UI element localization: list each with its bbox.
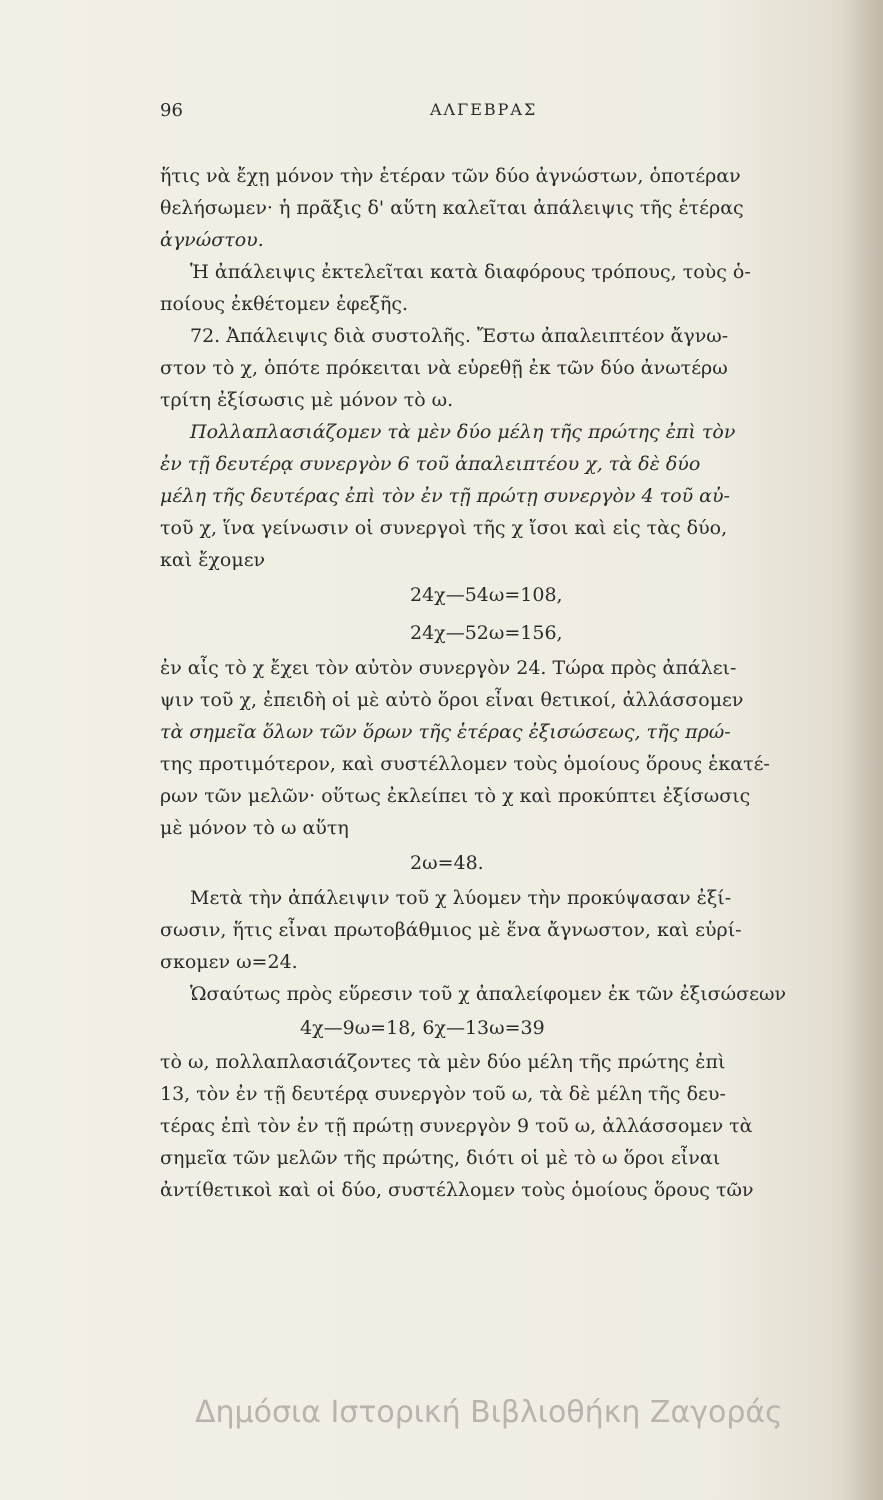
paragraph-block-b xyxy=(160,652,832,844)
library-watermark: Δημόσια Ιστορική Βιβλιοθήκη Ζαγοράς xyxy=(195,1395,783,1430)
running-head: ΑΛΓΕΒΡΑΣ xyxy=(430,100,538,119)
text-line: Πολλαπλασιάζομεν τὰ μὲν δύο μέλη τῆς πρώτης ἐπὶ τὸν xyxy=(190,421,736,443)
text-line: ποίους ἐκθέτομεν ἐφεξῆς. xyxy=(160,293,409,315)
equation-line: 24χ—52ω=156, xyxy=(410,622,563,644)
equation-c: 4χ—9ω=18, 6χ—13ω=39 xyxy=(300,1017,545,1039)
paragraph-block-d xyxy=(160,1046,832,1206)
text-line: θελήσωμεν· ἡ πρᾶξις δ' αὕτη καλεῖται ἀπάλειψις τῆς ἑτέρας xyxy=(160,197,744,219)
text-line: τοῦ χ, ἵνα γείνωσιν οἱ συνεργοὶ τῆς χ ἴσοι καὶ εἰς τὰς δύο, xyxy=(160,517,728,539)
text-line: σκομεν ω=24. xyxy=(160,951,298,973)
page-number: 96 xyxy=(160,100,183,121)
text-line: 72. Ἀπάλειψις διὰ συστολῆς. Ἔστω ἀπαλειπτέον ἄγνω- xyxy=(190,325,729,347)
text-line: τρίτη ἐξίσωσις μὲ μόνον τὸ ω. xyxy=(160,389,454,411)
text-line: ἀντίθετικοὶ καὶ οἱ δύο, συστέλλομεν τοὺς ὁμοίους ὅρους τῶν xyxy=(160,1179,754,1201)
paragraph-block-c xyxy=(160,882,832,1010)
text-line: καὶ ἔχομεν xyxy=(160,549,266,571)
text-line: της προτιμότερον, καὶ συστέλλομεν τοὺς ὁμοίους ὅρους ἑκατέ- xyxy=(160,753,770,775)
text-line: ψιν τοῦ χ, ἐπειδὴ οἱ μὲ αὐτὸ ὅροι εἶναι θετικοί, ἀλλάσσομεν xyxy=(160,689,744,711)
text-line: 13, τὸν ἐν τῇ δευτέρᾳ συνεργὸν τοῦ ω, τὰ δὲ μέλη τῆς δευ- xyxy=(160,1083,726,1105)
text-line: ρων τῶν μελῶν· οὕτως ἐκλείπει τὸ χ καὶ προκύπτει ἐξίσωσις xyxy=(160,785,751,807)
text-line: Ἡ ἀπάλειψις ἐκτελεῖται κατὰ διαφόρους τρόπους, τοὺς ὁ- xyxy=(190,261,751,283)
page-header xyxy=(160,100,820,130)
text-line: Ὡσαύτως πρὸς εὕρεσιν τοῦ χ ἀπαλείφομεν ἐκ τῶν ἐξισώσεων xyxy=(190,983,786,1005)
text-line: μὲ μόνον τὸ ω αὕτη xyxy=(160,817,349,839)
text-line: ἐν αἷς τὸ χ ἔχει τὸν αὐτὸν συνεργὸν 24. Τώρα πρὸς ἀπάλει- xyxy=(160,657,737,679)
text-line: στον τὸ χ, ὁπότε πρόκειται νὰ εὑρεθῇ ἐκ τῶν δύο ἀνωτέρω xyxy=(160,357,728,379)
page-edge-shadow xyxy=(843,0,883,1500)
text-line: ἥτις νὰ ἔχῃ μόνον τὴν ἑτέραν τῶν δύο ἀγνώστων, ὁποτέραν xyxy=(160,165,741,187)
equation-block-a xyxy=(160,576,832,652)
text-line: σωσιν, ἥτις εἶναι πρωτοβάθμιος μὲ ἕνα ἄγνωστον, καὶ εὑρί- xyxy=(160,919,742,941)
text-line: μέλη τῆς δευτέρας ἐπὶ τὸν ἐν τῇ πρώτῃ συνεργὸν 4 τοῦ αὐ- xyxy=(160,485,730,507)
equation-b: 2ω=48. xyxy=(410,852,484,874)
text-line: ἐν τῇ δευτέρᾳ συνεργὸν 6 τοῦ ἀπαλειπτέου χ, τὰ δὲ δύο xyxy=(160,453,701,475)
text-line: ἀγνώστου. xyxy=(160,229,264,251)
page-body xyxy=(160,160,832,1206)
text-line: σημεῖα τῶν μελῶν τῆς πρώτης, διότι οἱ μὲ τὸ ω ὅροι εἶναι xyxy=(160,1147,721,1169)
text-line: τὸ ω, πολλαπλασιάζοντες τὰ μὲν δύο μέλη τῆς πρώτης ἐπὶ xyxy=(160,1051,726,1073)
equation-line: 24χ—54ω=108, xyxy=(410,584,563,606)
text-line: τέρας ἐπὶ τὸν ἐν τῇ πρώτῃ συνεργὸν 9 τοῦ ω, ἀλλάσσομεν τὰ xyxy=(160,1115,753,1137)
text-line: Μετὰ τὴν ἀπάλειψιν τοῦ χ λύομεν τὴν προκύψασαν ἐξί- xyxy=(190,887,732,909)
paragraph-block-a xyxy=(160,160,832,576)
text-line: τὰ σημεῖα ὅλων τῶν ὅρων τῆς ἑτέρας ἐξισώσεως, τῆς πρώ- xyxy=(160,721,731,743)
